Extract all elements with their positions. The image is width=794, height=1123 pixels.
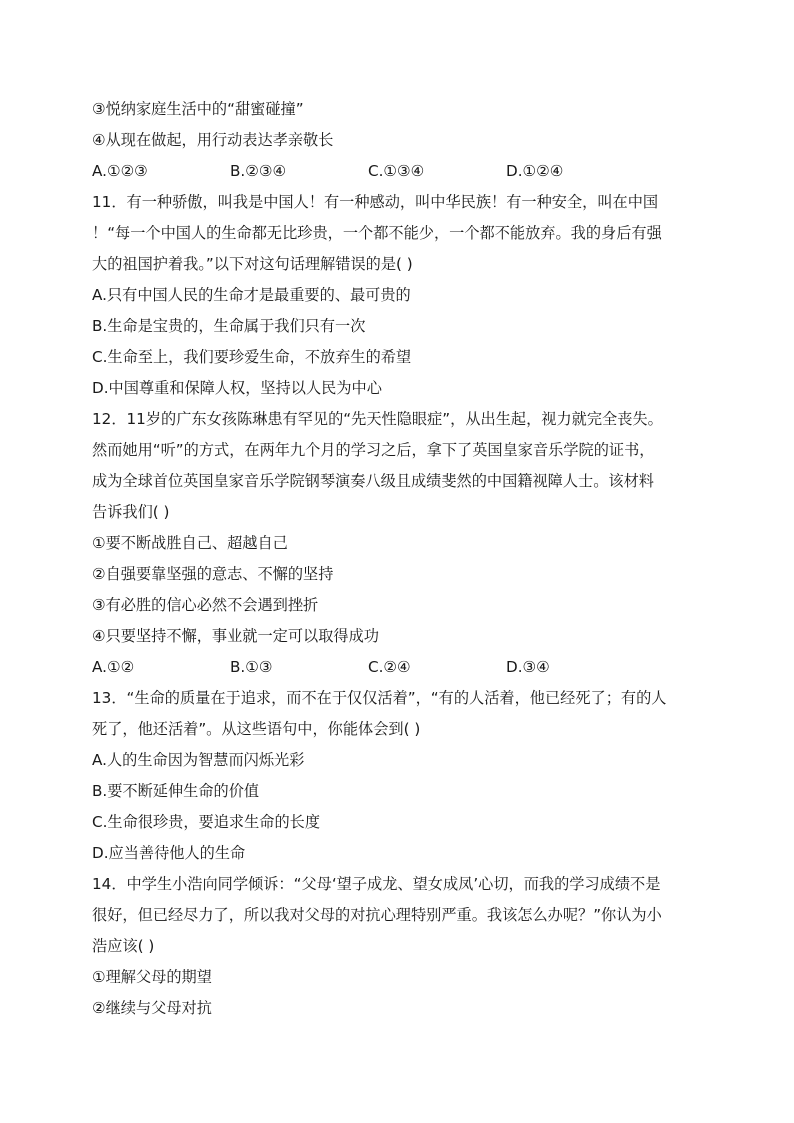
answer-choice: C.②④ — [368, 658, 411, 676]
answer-choice: B.生命是宝贵的，生命属于我们只有一次 — [92, 317, 366, 335]
answer-choice: D.①②④ — [506, 162, 564, 180]
answer-choice: A.只有中国人民的生命才是最重要的、最可贵的 — [92, 286, 411, 304]
answer-choice: C.①③④ — [368, 162, 425, 180]
question-11-text: ！“每一个中国人的生命都无比珍贵，一个都不能少，一个都不能放弃。我的身后有强 — [92, 224, 662, 242]
answer-choices — [92, 652, 704, 683]
option-statement: ②继续与父母对抗 — [92, 999, 212, 1017]
question-13-text: 13．“生命的质量在于追求，而不在于仅仅活着”，“有的人活着，他已经死了；有的人 — [92, 689, 667, 707]
option-statement: ①要不断战胜自己、超越自己 — [92, 534, 288, 552]
answer-choice: A.人的生命因为智慧而闪烁光彩 — [92, 751, 305, 769]
option-statement: ④只要坚持不懈，事业就一定可以取得成功 — [92, 627, 379, 645]
option-statement: ③有必胜的信心必然不会遇到挫折 — [92, 596, 319, 614]
option-statement: ③悦纳家庭生活中的“甜蜜碰撞” — [92, 100, 304, 118]
question-12-text: 12．11岁的广东女孩陈琳患有罕见的“先天性隐眼症”，从出生起，视力就完全丧失。 — [92, 410, 663, 428]
answer-choice: B.要不断延伸生命的价值 — [92, 782, 260, 800]
document-page — [92, 94, 704, 1024]
question-14-text: 很好，但已经尽力了，所以我对父母的对抗心理特别严重。我该怎么办呢？”你认为小 — [92, 906, 662, 924]
option-statement: ④从现在做起，用行动表达孝亲敬长 — [92, 131, 334, 149]
answer-choice: A.①② — [92, 658, 135, 676]
answer-choice: C.生命很珍贵，要追求生命的长度 — [92, 813, 321, 831]
option-statement: ①理解父母的期望 — [92, 968, 212, 986]
option-statement: ②自强要靠坚强的意志、不懈的坚持 — [92, 565, 334, 583]
question-12-text: 告诉我们( ) — [92, 503, 170, 521]
answer-choice: B.①③ — [230, 658, 273, 676]
question-14-text: 浩应该( ) — [92, 937, 155, 955]
question-12-text: 然而她用“听”的方式，在两年九个月的学习之后，拿下了英国皇家音乐学院的证书， — [92, 441, 655, 459]
question-12-text: 成为全球首位英国皇家音乐学院钢琴演奏八级且成绩斐然的中国籍视障人士。该材料 — [92, 472, 654, 490]
answer-choices — [92, 156, 704, 187]
answer-choice: C.生命至上，我们要珍爱生命，不放弃生的希望 — [92, 348, 412, 366]
answer-choice: D.③④ — [506, 658, 550, 676]
question-11-text: 11．有一种骄傲，叫我是中国人！有一种感动，叫中华民族！有一种安全，叫在中国 — [92, 193, 659, 211]
answer-choice: D.应当善待他人的生命 — [92, 844, 246, 862]
answer-choice: A.①②③ — [92, 162, 148, 180]
answer-choice: B.②③④ — [230, 162, 287, 180]
question-11-text: 大的祖国护着我。”以下对这句话理解错误的是( ) — [92, 255, 413, 273]
question-14-text: 14．中学生小浩向同学倾诉：“父母‘望子成龙、望女成凤’心切，而我的学习成绩不是 — [92, 875, 661, 893]
question-13-text: 死了，他还活着”。从这些语句中，你能体会到( ) — [92, 720, 421, 738]
answer-choice: D.中国尊重和保障人权，坚持以人民为中心 — [92, 379, 382, 397]
